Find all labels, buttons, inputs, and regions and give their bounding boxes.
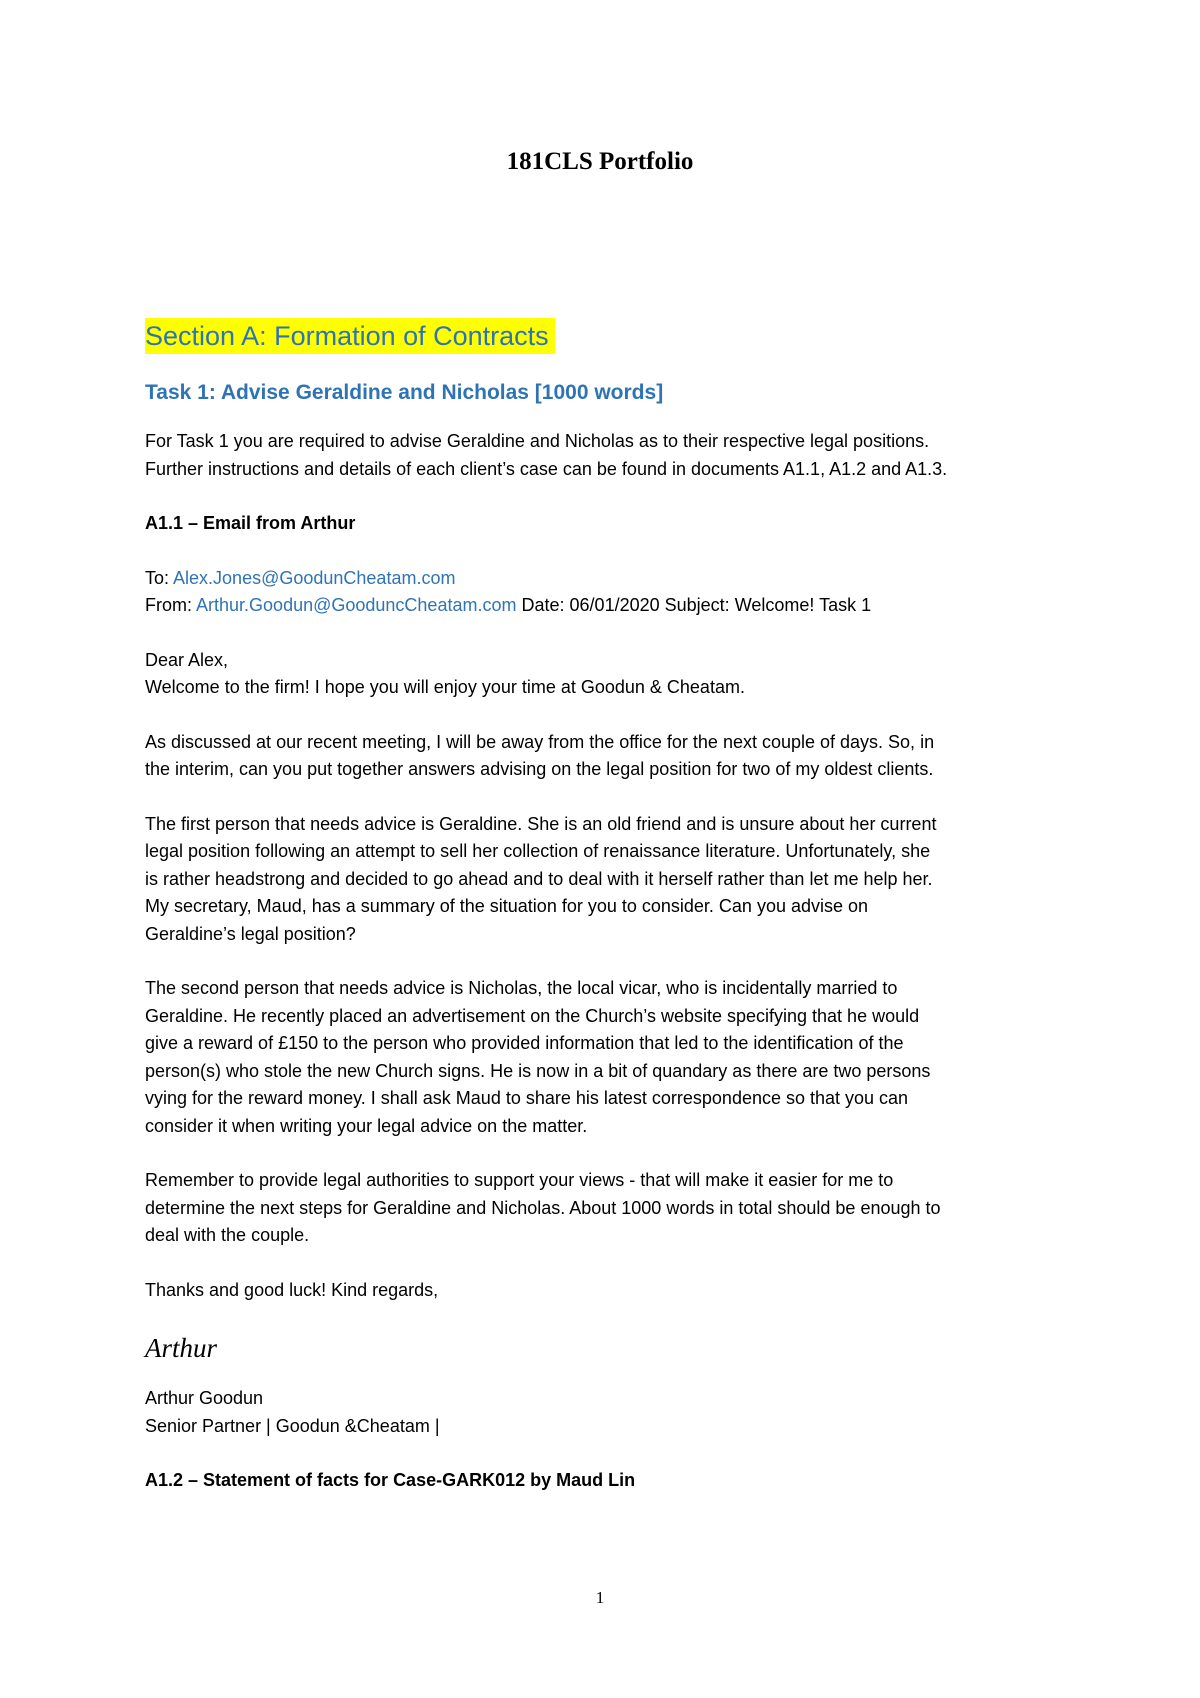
- paragraph-line: Remember to provide legal authorities to support your views - that will make it easier for me to: [145, 1170, 894, 1190]
- facts-section-heading: A1.2 – Statement of facts for Case-GARK012 by Maud Lin: [145, 1470, 636, 1490]
- signer-block: [145, 1385, 1075, 1440]
- signature: Arthur: [145, 1333, 218, 1363]
- signer-name: Arthur Goodun: [145, 1388, 264, 1408]
- email-date-label: Date:: [521, 595, 565, 615]
- email-from-link[interactable]: Arthur.Goodun@GooduncCheatam.com: [196, 595, 517, 615]
- intro-line: For Task 1 you are required to advise Geraldine and Nicholas as to their respective legal positions.: [145, 431, 930, 451]
- paragraph-line: is rather headstrong and decided to go ahead and to deal with it herself rather than let me help her.: [145, 868, 933, 889]
- body-paragraph-2: [145, 811, 1075, 949]
- email-header: [145, 565, 1075, 620]
- closing-line: Thanks and good luck! Kind regards,: [145, 1279, 439, 1300]
- paragraph-line: deal with the couple.: [145, 1225, 310, 1245]
- task-heading: Task 1: Advise Geraldine and Nicholas [1000 words]: [145, 381, 664, 404]
- email-to-label: To:: [145, 567, 170, 588]
- intro-paragraph: [145, 428, 1075, 483]
- paragraph-line: determine the next steps for Geraldine and Nicholas. About 1000 words in total should be enough to: [145, 1197, 941, 1218]
- paragraph-line: Geraldine’s legal position?: [145, 923, 356, 944]
- paragraph-line: consider it when writing your legal advice on the matter.: [145, 1115, 588, 1136]
- body-paragraph-1: [145, 729, 1075, 784]
- paragraph-line: legal position following an attempt to sell her collection of renaissance literature. Unfortunately, she: [145, 841, 931, 861]
- body-paragraph-4: [145, 1167, 1075, 1250]
- email-date-value: 06/01/2020: [569, 595, 660, 615]
- welcome-line: Welcome to the firm! I hope you will enjoy your time at Goodun & Cheatam.: [145, 677, 745, 697]
- paragraph-line: My secretary, Maud, has a summary of the situation for you to consider. Can you advise on: [145, 896, 869, 916]
- document-body: [145, 318, 1075, 1522]
- paragraph-line: give a reward of £150 to the person who provided information that led to the identification of the: [145, 1033, 904, 1053]
- paragraph-line: As discussed at our recent meeting, I will be away from the office for the next couple of days. So, in: [145, 731, 935, 752]
- email-subject-value: Welcome! Task 1: [734, 595, 872, 615]
- greeting-paragraph: [145, 647, 1075, 702]
- email-section-heading: A1.1 – Email from Arthur: [145, 513, 356, 533]
- paragraph-line: person(s) who stole the new Church signs. He is now in a bit of quandary as there are two persons: [145, 1060, 931, 1081]
- email-to-line: [145, 565, 1075, 593]
- intro-line: Further instructions and details of each client’s case can be found in documents A1.1, A1.2 and A1.3.: [145, 458, 948, 479]
- page-number: 1: [595, 1588, 605, 1607]
- greeting-line: Dear Alex,: [145, 649, 229, 670]
- email-from-line: [145, 592, 1075, 620]
- document-title: 181CLS Portfolio: [506, 148, 694, 175]
- paragraph-line: The first person that needs advice is Geraldine. She is an old friend and is unsure about her current: [145, 813, 937, 834]
- email-from-label: From:: [145, 595, 192, 615]
- paragraph-line: Geraldine. He recently placed an advertisement on the Church’s website specifying that he would: [145, 1005, 920, 1026]
- email-subject-label: Subject:: [664, 595, 730, 615]
- body-paragraph-3: [145, 975, 1075, 1140]
- email-to-link[interactable]: Alex.Jones@GoodunCheatam.com: [173, 567, 456, 588]
- paragraph-line: vying for the reward money. I shall ask Maud to share his latest correspondence so that you can: [145, 1088, 909, 1108]
- paragraph-line: the interim, can you put together answers advising on the legal position for two of my oldest clients.: [145, 759, 934, 779]
- signer-title: Senior Partner | Goodun &Cheatam |: [145, 1415, 440, 1436]
- section-heading: Section A: Formation of Contracts: [145, 318, 555, 354]
- paragraph-line: The second person that needs advice is Nicholas, the local vicar, who is incidentally married to: [145, 978, 898, 998]
